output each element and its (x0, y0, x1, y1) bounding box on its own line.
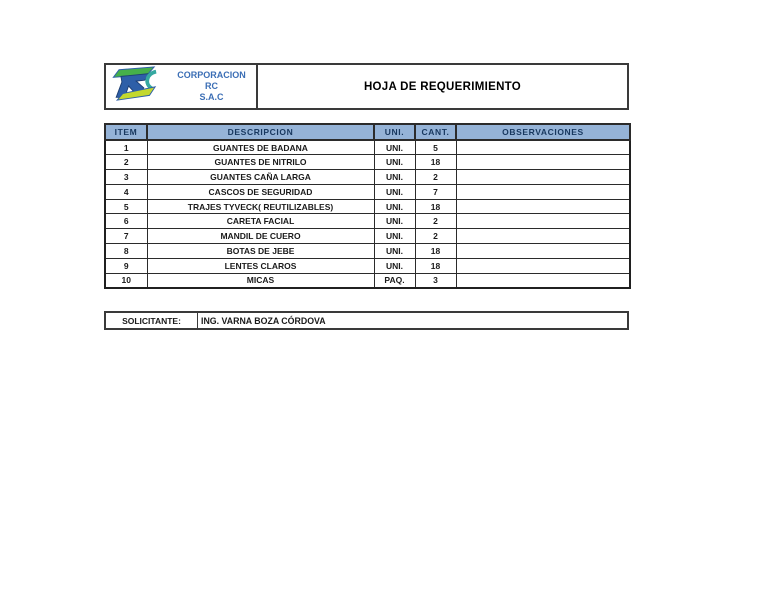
cell-item: 7 (105, 229, 147, 244)
company-logo-icon (110, 65, 168, 108)
cell-uni: UNI. (374, 170, 415, 185)
company-name-line2: S.A.C (199, 92, 224, 102)
cell-observaciones (456, 170, 630, 185)
column-header-descripcion: DESCRIPCION (147, 124, 374, 140)
column-header-item: ITEM (105, 124, 147, 140)
cell-item: 8 (105, 244, 147, 259)
cell-observaciones (456, 244, 630, 259)
cell-cant: 3 (415, 273, 456, 288)
cell-item: 6 (105, 214, 147, 229)
table-row (105, 155, 630, 170)
table-row (105, 244, 630, 259)
cell-item: 4 (105, 184, 147, 199)
table-row (105, 214, 630, 229)
cell-cant: 2 (415, 214, 456, 229)
cell-item: 3 (105, 170, 147, 185)
requirements-table (104, 123, 631, 289)
cell-uni: UNI. (374, 155, 415, 170)
document-title: HOJA DE REQUERIMIENTO (363, 80, 522, 93)
document-title-cell (258, 65, 627, 108)
table-row (105, 258, 630, 273)
cell-observaciones (456, 199, 630, 214)
cell-cant: 5 (415, 140, 456, 155)
cell-uni: UNI. (374, 214, 415, 229)
table-row (105, 229, 630, 244)
cell-descripcion: GUANTES DE BADANA (147, 140, 374, 155)
cell-descripcion: CASCOS DE SEGURIDAD (147, 184, 374, 199)
solicitante-value: ING. VARNA BOZA CÓRDOVA (201, 315, 326, 326)
table-row (105, 140, 630, 155)
cell-item: 5 (105, 199, 147, 214)
document-header (104, 63, 629, 110)
cell-descripcion: GUANTES CAÑA LARGA (147, 170, 374, 185)
company-name (171, 70, 252, 103)
table-row (105, 170, 630, 185)
column-header-cant: CANT. (415, 124, 456, 140)
cell-observaciones (456, 273, 630, 288)
column-header-observaciones: OBSERVACIONES (456, 124, 630, 140)
cell-descripcion: CARETA FACIAL (147, 214, 374, 229)
cell-cant: 2 (415, 170, 456, 185)
cell-cant: 18 (415, 244, 456, 259)
cell-cant: 18 (415, 199, 456, 214)
cell-observaciones (456, 184, 630, 199)
cell-descripcion: GUANTES DE NITRILO (147, 155, 374, 170)
table-header-row (105, 124, 630, 140)
solicitante-label: SOLICITANTE: (106, 313, 198, 328)
cell-cant: 7 (415, 184, 456, 199)
cell-uni: UNI. (374, 244, 415, 259)
cell-item: 9 (105, 258, 147, 273)
cell-descripcion: TRAJES TYVECK( REUTILIZABLES) (147, 199, 374, 214)
cell-descripcion: MANDIL DE CUERO (147, 229, 374, 244)
cell-descripcion: LENTES CLAROS (147, 258, 374, 273)
cell-cant: 2 (415, 229, 456, 244)
cell-uni: UNI. (374, 199, 415, 214)
cell-item: 1 (105, 140, 147, 155)
cell-uni: UNI. (374, 229, 415, 244)
cell-cant: 18 (415, 258, 456, 273)
column-header-uni: UNI. (374, 124, 415, 140)
solicitante-box (104, 311, 629, 330)
cell-uni: UNI. (374, 184, 415, 199)
table-row (105, 199, 630, 214)
table-row (105, 273, 630, 288)
cell-descripcion: BOTAS DE JEBE (147, 244, 374, 259)
cell-uni: UNI. (374, 258, 415, 273)
cell-uni: PAQ. (374, 273, 415, 288)
table-row (105, 184, 630, 199)
company-logo-cell (106, 65, 258, 108)
company-name-line1: CORPORACION RC (177, 70, 246, 91)
cell-observaciones (456, 155, 630, 170)
cell-uni: UNI. (374, 140, 415, 155)
cell-observaciones (456, 140, 630, 155)
cell-item: 10 (105, 273, 147, 288)
cell-descripcion: MICAS (147, 273, 374, 288)
cell-item: 2 (105, 155, 147, 170)
cell-cant: 18 (415, 155, 456, 170)
cell-observaciones (456, 229, 630, 244)
cell-observaciones (456, 214, 630, 229)
cell-observaciones (456, 258, 630, 273)
